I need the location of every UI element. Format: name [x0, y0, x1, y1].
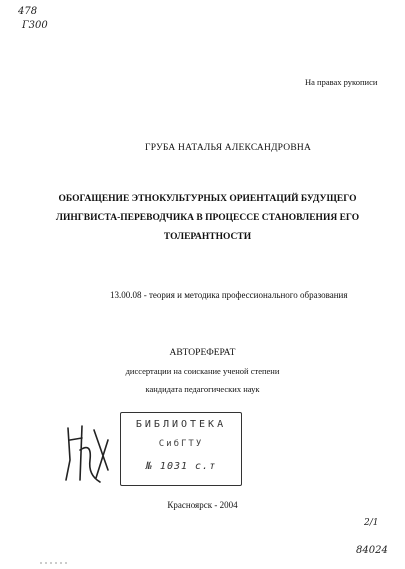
handwritten-signature: [60, 420, 115, 490]
degree-line-2: кандидата педагогических наук: [145, 384, 260, 394]
stamp-line-2: СибГТУ: [158, 439, 204, 449]
library-stamp: [120, 412, 242, 486]
handwritten-number-bottom: 84024: [356, 545, 388, 556]
scan-mark: [40, 560, 70, 566]
title-line-1: ОБОГАЩЕНИЕ ЭТНОКУЛЬТУРНЫХ ОРИЕНТАЦИЙ БУДУЩЕГО: [58, 194, 357, 204]
specialty-code: 13.00.08 - теория и методика профессионального образования: [110, 290, 348, 300]
title-line-2: ЛИНГВИСТА-ПЕРЕВОДЧИКА В ПРОЦЕССЕ СТАНОВЛЕНИЯ ЕГО: [55, 213, 360, 223]
degree-line-1: диссертации на соискание ученой степени: [125, 366, 280, 376]
handwritten-code: Г300: [22, 20, 48, 31]
handwritten-fraction: 2/1: [364, 518, 379, 528]
rights-note: На правах рукописи: [305, 77, 378, 87]
city-year: Красноярск - 2004: [167, 500, 238, 510]
stamp-line-3: № 1031 с.т: [145, 461, 217, 472]
document-type: АВТОРЕФЕРАТ: [169, 348, 236, 358]
handwritten-number: 478: [18, 6, 38, 17]
dissertation-title: [55, 190, 360, 247]
stamp-line-1: БИБЛИОТЕКА: [135, 419, 227, 430]
author-name: ГРУБА НАТАЛЬЯ АЛЕКСАНДРОВНА: [145, 143, 312, 153]
title-line-3: ТОЛЕРАНТНОСТИ: [163, 232, 252, 242]
